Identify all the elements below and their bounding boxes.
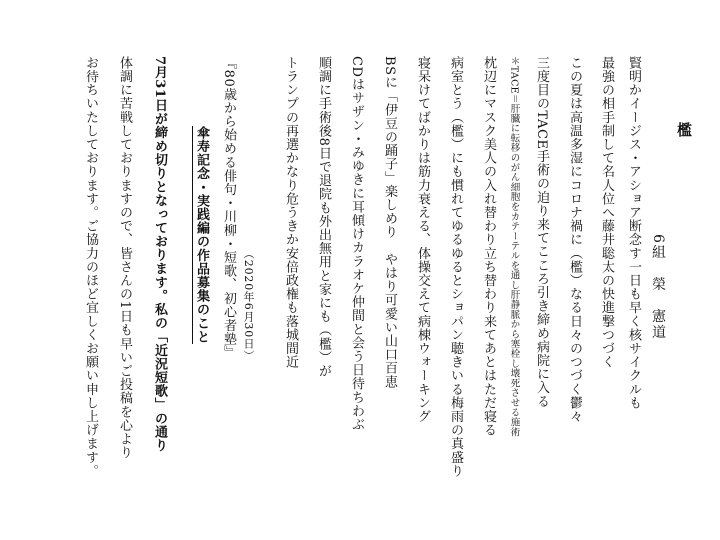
poem-line: この夏は高温多湿にコロナ禍に（檻）なる日々のつづく鬱々	[567, 56, 582, 424]
poem-footnote: ＊TACE＝肝臓に転移のがん細胞をカテーテルを通し肝静脈から塞栓し壊死させる施術	[508, 56, 520, 437]
poem-line: 枕辺にマスク美人の入れ替わり立ち替わり来てあとはただ寝る	[481, 56, 496, 437]
announcement-body-line: お待ちいたしております。ご協力のほど宜しくお願い申し上げます。	[83, 56, 98, 478]
date-line: （2020年6月30日）	[242, 248, 255, 362]
announcement-body-line: 体調に苦戦しておりますので、皆さんの1日も早いご投稿を心より	[117, 56, 132, 460]
poem-line: 三度目のTACE手術の迫り来てこころ引き締め病院に入る	[534, 56, 549, 408]
announcement-subheading: 傘寿記念・実践編の作品募集のこと	[194, 126, 209, 344]
author-line: 6組 榮 憲道	[650, 234, 666, 341]
poem-line: 賢明かイージス・アショア断念す一日も早く核サイクルも	[626, 56, 641, 410]
announcement-heading: 『80歳から始める俳句・川柳・短歌、初心者塾』	[221, 56, 236, 360]
poem-line: 病室とう（檻）にも慣れてゆるゆるとショパン聴きいる梅雨の真盛り	[448, 56, 463, 478]
poem-line: トランプの再選かなり危うきか安倍政権も落城間近	[283, 56, 298, 369]
poem-line: 順調に手術後8日で退院も外出無用と家にも（檻）が	[316, 56, 331, 378]
announcement-body-line: 7月31日が締め切りとなっております。私の「近況短歌」の通り	[152, 56, 167, 453]
poem-line: 最強の相手制して名人位へ藤井聡太の快進撃つづく	[599, 56, 614, 369]
poem-line: BSに「伊豆の踊子」楽しめり やはり可愛い山口百恵	[382, 56, 397, 389]
page-title: 檻	[675, 122, 693, 139]
poem-line: CDはサザン・みゆきに耳傾けカラオケ仲間と会う日待ちわぶ	[349, 56, 364, 432]
poem-line: 寝呆けてばかりは筋力衰える、体操交えて病棟ウォーキング	[415, 56, 430, 424]
